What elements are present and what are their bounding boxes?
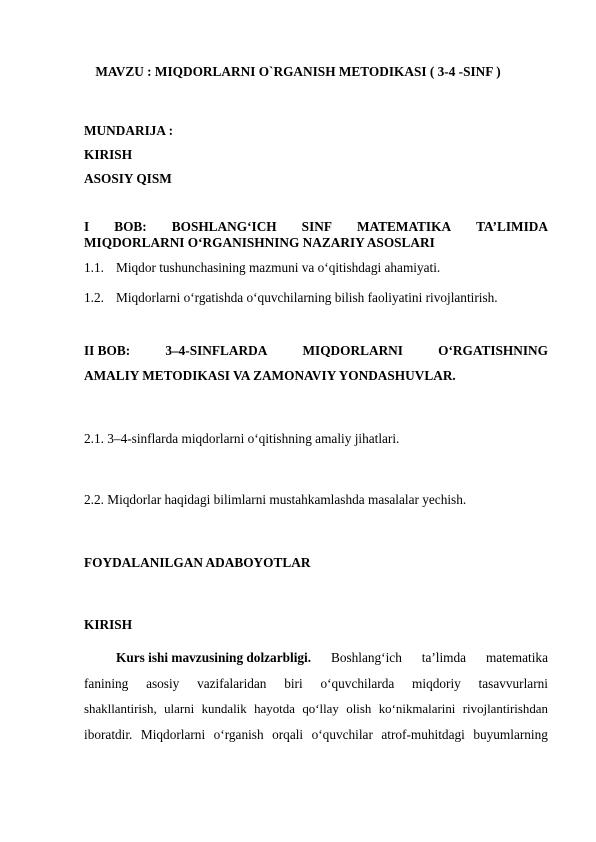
word: tasavvurlarni xyxy=(478,676,548,691)
word: BOB: xyxy=(114,219,147,234)
section-number: 1.2. xyxy=(84,290,104,305)
word: iboratdir. xyxy=(84,727,133,742)
word: Miqdorlarni xyxy=(140,727,206,742)
intro-paragraph-line2 xyxy=(84,676,548,692)
toc-chapter2-line1 xyxy=(84,343,548,359)
toc-section-2-2: 2.2. Miqdorlar haqidagi bilimlarni mustahkamlashda masalalar yechish. xyxy=(84,492,467,507)
word: ularni xyxy=(164,702,195,716)
intro-paragraph-line1 xyxy=(84,650,548,666)
word: rivojlantirishdan xyxy=(462,702,548,716)
word: o‘quvchilarda xyxy=(320,676,395,691)
word: miqdoriy xyxy=(412,676,461,691)
toc-item-references: FOYDALANILGAN ADABOYOTLAR xyxy=(84,555,311,570)
section-text: Miqdorlarni o‘rgatishda o‘quvchilarning bilish faoliyatini rivojlantirish. xyxy=(116,290,498,305)
word: I xyxy=(84,219,90,234)
toc-chapter1-line1 xyxy=(84,219,548,235)
section-text: Miqdor tushunchasining mazmuni va o‘qitishdagi ahamiyati. xyxy=(116,260,441,275)
word: asosiy xyxy=(146,676,180,691)
section-number: 1.1. xyxy=(84,260,104,275)
word: fanining xyxy=(84,676,129,691)
word: ko‘nikmalarini xyxy=(378,702,456,716)
toc-heading: MUNDARIJA : xyxy=(84,123,174,138)
intro-paragraph-line3 xyxy=(84,701,548,717)
word: BOSHLANG‘ICH xyxy=(171,219,277,234)
toc-chapter1-line2: MIQDORLARNI O‘RGANISHNING NAZARIY ASOSLARI xyxy=(84,235,435,250)
word: o‘quvchilar xyxy=(311,727,373,742)
word: Boshlang‘ich xyxy=(330,650,402,665)
word: TA’LIMIDA xyxy=(476,219,548,234)
lead-bold-text: Kurs ishi mavzusining dolzarbligi. xyxy=(116,650,312,665)
word: hayotda xyxy=(254,702,295,716)
word: shakllantirish, xyxy=(84,702,157,716)
word: ta’limda xyxy=(421,650,467,665)
toc-item-intro: KIRISH xyxy=(84,147,133,162)
word: atrof-muhitdagi xyxy=(381,727,465,742)
word: SINF xyxy=(301,219,332,234)
toc-item-main: ASOSIY QISM xyxy=(84,171,172,186)
toc-chapter2-line2: AMALIY METODIKASI VA ZAMONAVIY YONDASHUVLAR. xyxy=(84,368,456,383)
word: olish xyxy=(346,702,372,716)
word: II BOB: xyxy=(84,343,131,358)
toc-section-1-1 xyxy=(84,260,548,276)
word: 3–4-SINFLARDA xyxy=(165,343,268,358)
word: qo‘llay xyxy=(302,702,339,716)
toc-section-2-1: 2.1. 3–4-sinflarda miqdorlarni o‘qitishning amaliy jihatlari. xyxy=(84,431,400,446)
intro-heading: KIRISH xyxy=(84,617,133,632)
page-title: MAVZU : MIQDORLARNI O`RGANISH METODIKASI ( 3-4 -SINF ) xyxy=(95,64,501,79)
word: matematika xyxy=(485,650,548,665)
word: MIQDORLARNI xyxy=(302,343,403,358)
word: orqali xyxy=(272,727,304,742)
word: kundalik xyxy=(201,702,247,716)
word: o‘rganish xyxy=(213,727,264,742)
toc-section-1-2 xyxy=(84,290,548,306)
intro-paragraph-line4 xyxy=(84,727,548,743)
word: O‘RGATISHNING xyxy=(438,343,548,358)
word: MATEMATIKA xyxy=(356,219,452,234)
word: biri xyxy=(284,676,303,691)
word: buyumlarning xyxy=(473,727,548,742)
word: vazifalaridan xyxy=(197,676,267,691)
